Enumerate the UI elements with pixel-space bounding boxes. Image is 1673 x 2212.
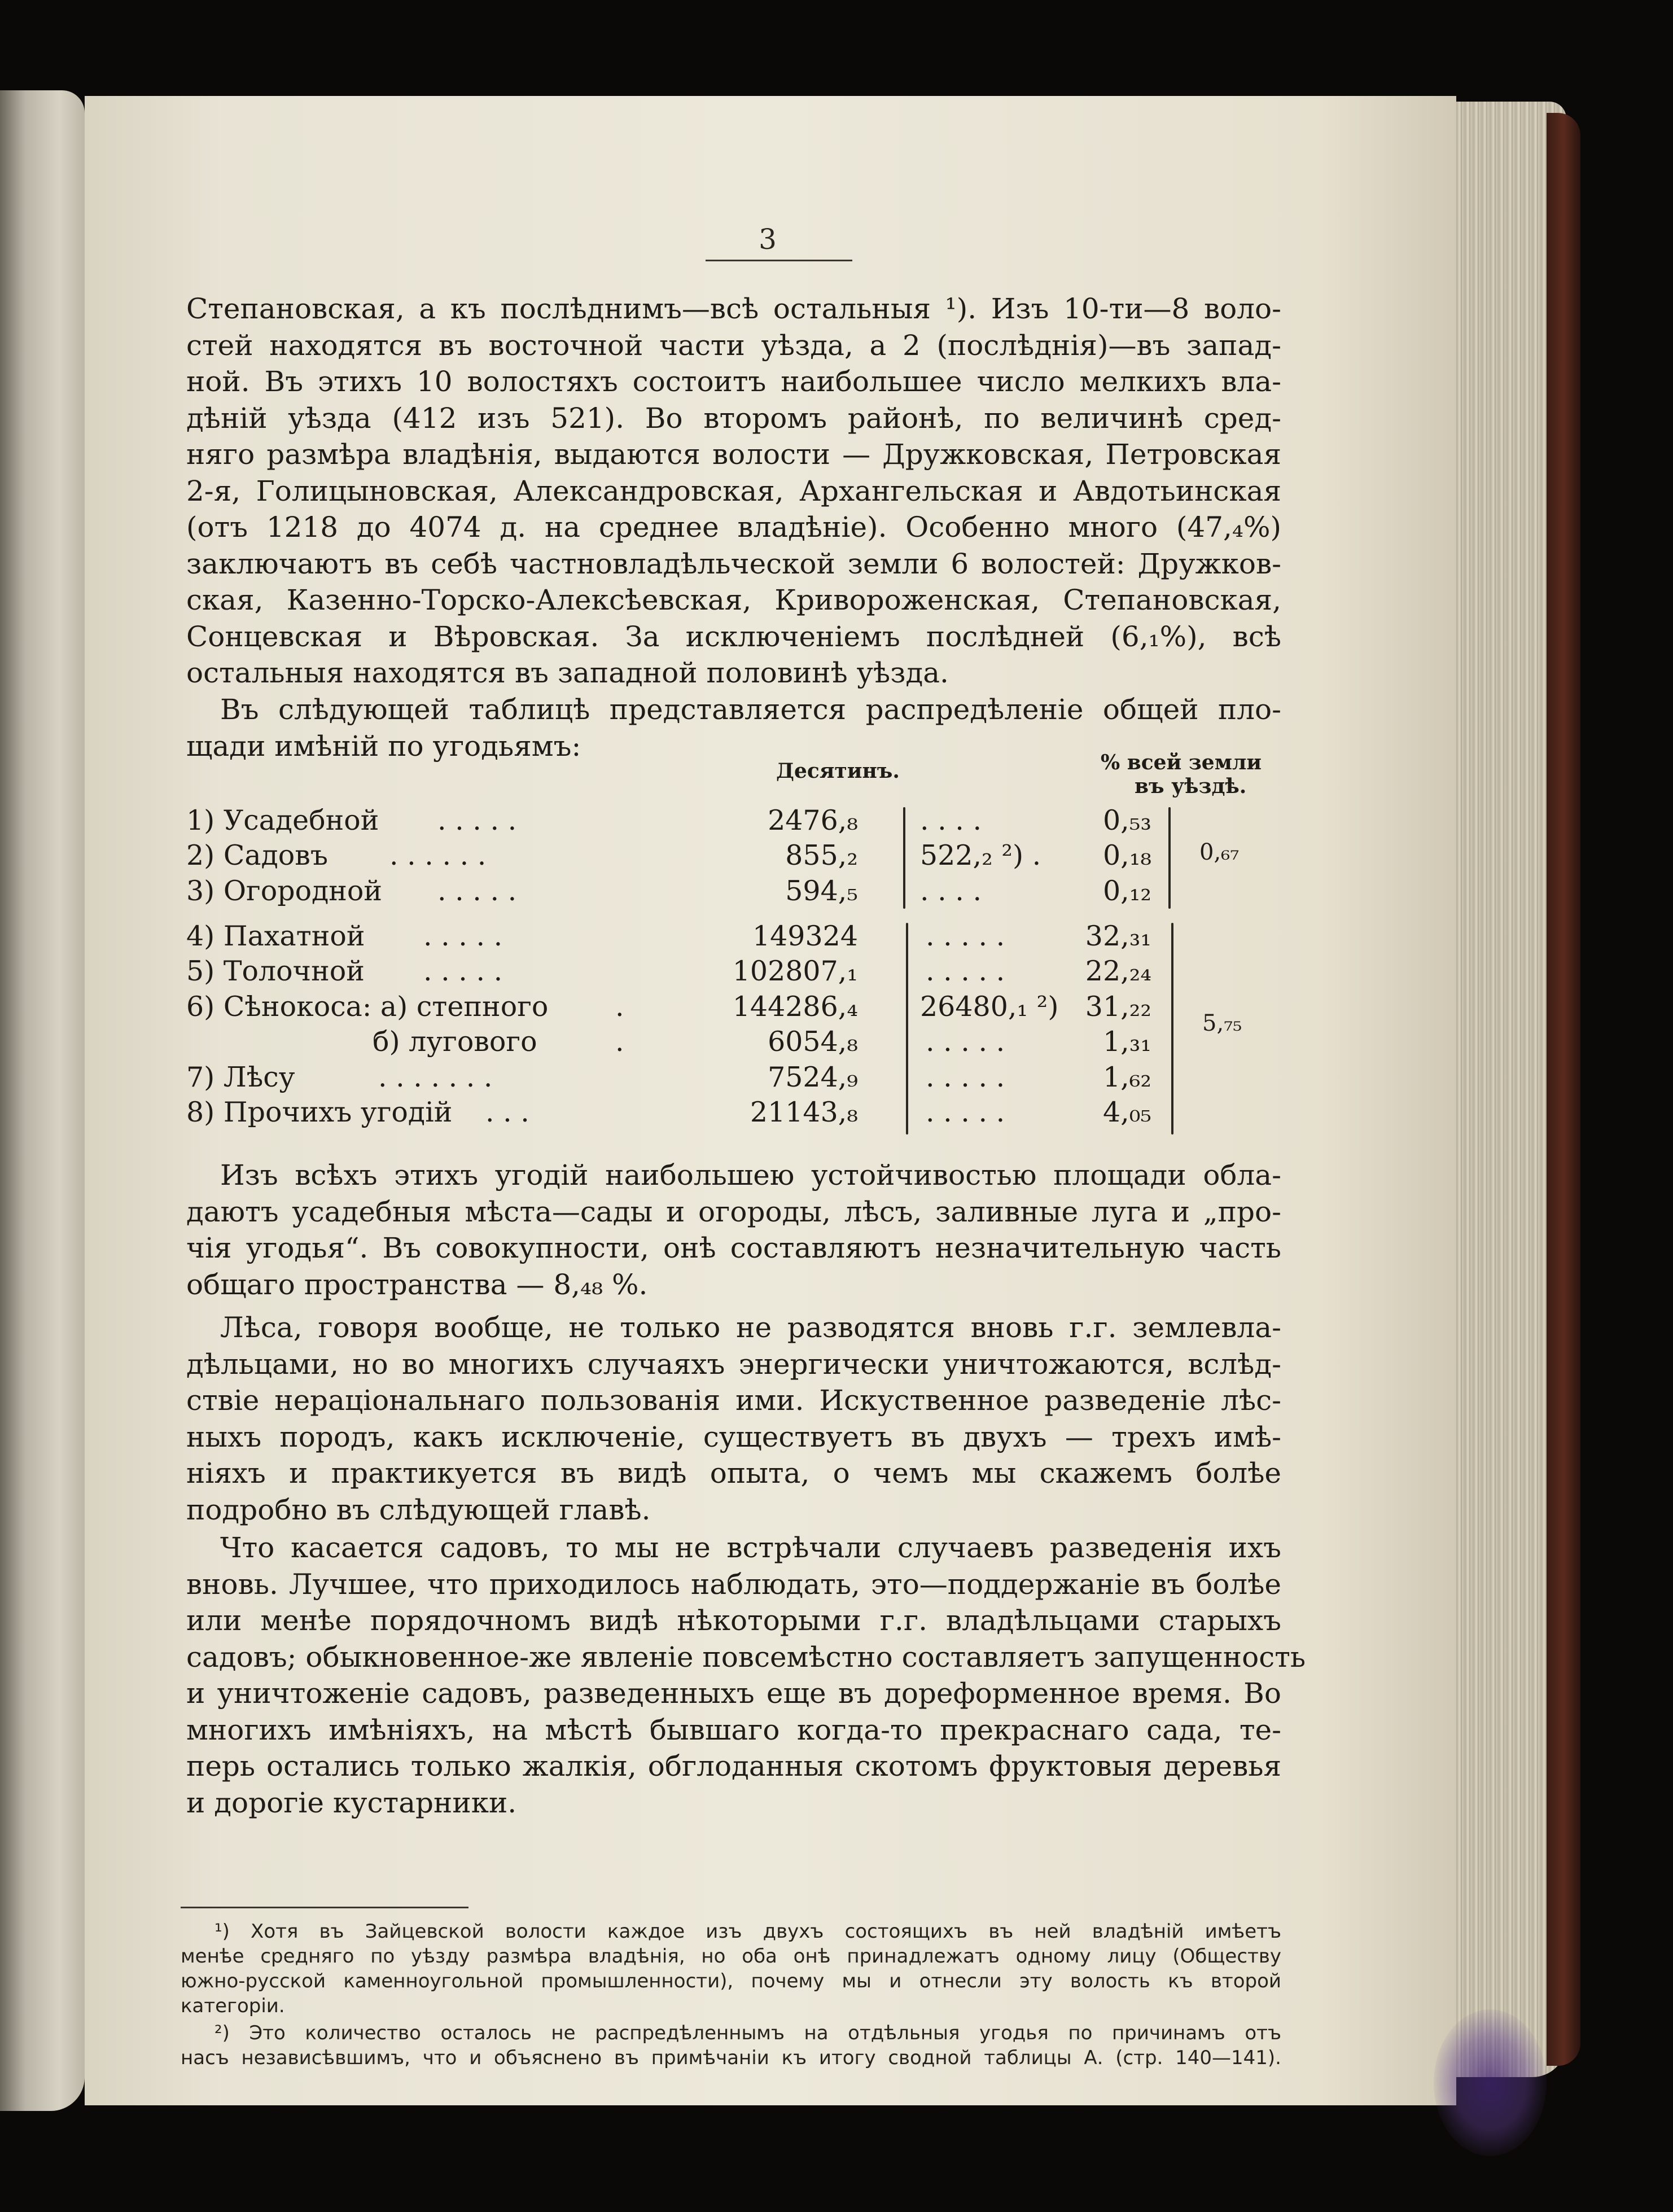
row-dots: . . . . . . .: [378, 1061, 493, 1093]
text-line: остальныя находятся въ западной половинѣ уѣзда.: [186, 656, 949, 689]
col-header-percent: % всей земли: [1101, 751, 1262, 774]
text-line: общаго пространства — 8,₄₈ %.: [186, 1268, 648, 1301]
row-percent: 0,₅₃: [1102, 804, 1151, 836]
row-dots: .: [615, 991, 624, 1023]
text-line: няго размѣра владѣнія, выдаются волости — Дружковская, Петровская: [186, 438, 1281, 471]
text-line: Сонцевская и Вѣровская. За исключеніемъ послѣдней (6,₁%), всѣ: [186, 620, 1281, 653]
text-line: и уничтоженіе садовъ, разведенныхъ еще въ дореформенное время. Во: [186, 1677, 1281, 1710]
text-line: подробно въ слѣдующей главѣ.: [186, 1493, 651, 1526]
paragraph-1: [186, 291, 1281, 691]
row-desyatin: 2476,₈: [768, 804, 858, 836]
page-number-rule: [706, 260, 852, 261]
row-mid: . . . . .: [926, 1061, 1005, 1093]
text-line: стей находятся въ восточной части уѣзда, а 2 (послѣднія)—въ запад-: [186, 328, 1281, 362]
text-line: ствіе нераціональнаго пользованія ими. Искуственное разведеніе лѣс-: [186, 1384, 1281, 1417]
group-brace: [1171, 923, 1173, 1135]
footnote-line: насъ независѣвшимъ, что и объяснено въ примѣчаніи къ итогу сводной таблицы А. (стр. 140—141).: [181, 2047, 1281, 2069]
row-percent: 31,₂₂: [1085, 991, 1151, 1023]
row-label: б) лугового: [373, 1026, 537, 1058]
text-line: перь остались только жалкія, обглоданныя скотомъ фруктовыя деревья: [186, 1750, 1281, 1782]
text-line: или менѣе порядочномъ видѣ нѣкоторыми г.г. владѣльцами старыхъ: [186, 1604, 1281, 1637]
row-percent: 22,₂₄: [1085, 955, 1151, 987]
row-desyatin: 144286,₄: [732, 991, 858, 1023]
text-line: и дорогіе кустарники.: [186, 1786, 517, 1819]
footnote-rule: [181, 1907, 468, 1908]
footnote-line: менѣе средняго по уѣзду размѣра владѣнія, но оба онѣ принадлежатъ одному лицу (Обществу: [181, 1945, 1281, 1968]
footnote-line: ¹) Хотя въ Зайцевской волости каждое изъ двухъ состоящихъ въ ней владѣній имѣетъ: [214, 1920, 1281, 1943]
text-line: ныхъ породъ, какъ исключеніе, существуетъ въ двухъ — трехъ имѣ-: [186, 1420, 1281, 1453]
row-dots: . . . . .: [437, 875, 517, 907]
ink-stain: [1434, 2009, 1547, 2156]
row-label: 6) Сѣнокоса: а) степного: [186, 991, 549, 1023]
text-line: 2-я, Голицыновская, Александровская, Архангельская и Авдотьинская: [186, 474, 1281, 507]
row-mid: . . . . .: [926, 1096, 1005, 1128]
text-line: ніяхъ и практикуется въ видѣ опыта, о чемъ мы скажемъ болѣе: [186, 1457, 1281, 1490]
text-line: садовъ; обыкновенное-же явленіе повсемѣстно составляетъ запущенность: [186, 1640, 1306, 1674]
group-brace: [903, 807, 905, 909]
row-percent: 0,₁₂: [1102, 875, 1151, 907]
paragraph-4: [186, 1309, 1281, 1528]
page-number: 3: [759, 223, 777, 256]
text-line: Изъ всѣхъ этихъ угодій наибольшею устойчивостью площади обла-: [220, 1159, 1281, 1192]
row-mid: 522,₂ ²) .: [920, 839, 1041, 871]
row-label: 7) Лѣсу: [186, 1061, 295, 1093]
row-desyatin: 6054,₈: [768, 1026, 858, 1058]
text-line: даютъ усадебныя мѣста—сады и огороды, лѣсъ, заливные луга и „про-: [186, 1195, 1281, 1228]
row-percent: 1,₃₁: [1102, 1026, 1151, 1058]
row-dots: .: [615, 1026, 624, 1058]
text-line: заключаютъ въ себѣ частновладѣльческой земли 6 волостей: Дружков-: [186, 547, 1281, 580]
row-dots: . . .: [485, 1096, 529, 1128]
text-line: Что касается садовъ, то мы не встрѣчали случаевъ разведенія ихъ: [220, 1531, 1281, 1564]
row-label: 3) Огородной: [186, 875, 383, 907]
text-line: щади имѣній по угодьямъ:: [186, 729, 581, 763]
group-brace: [906, 923, 908, 1135]
footnote-1: [181, 1919, 1281, 2018]
row-desyatin: 594,₅: [785, 875, 858, 907]
paragraph-5: [186, 1530, 1306, 1821]
row-mid: . . . .: [920, 804, 982, 836]
book-cover-edge: [1547, 113, 1580, 2066]
group2-total: 5,₇₅: [1202, 1010, 1242, 1036]
text-line: чія угодья“. Въ совокупности, онѣ составляютъ незначительную часть: [186, 1232, 1281, 1264]
left-page-edge: [0, 90, 85, 2111]
row-mid: . . . . .: [926, 955, 1005, 987]
row-desyatin: 149324: [752, 920, 858, 952]
text-line: Лѣса, говоря вообще, не только не разводятся вновь г.г. землевла-: [220, 1311, 1281, 1344]
text-line: Степановская, а къ послѣднимъ—всѣ остальныя ¹). Изъ 10-ти—8 воло-: [186, 292, 1281, 325]
text-line: Въ слѣдующей таблицѣ представляется распредѣленіе общей пло-: [220, 693, 1281, 726]
row-label: 1) Усадебной: [186, 804, 379, 836]
row-desyatin: 102807,₁: [732, 955, 858, 987]
row-dots: . . . . . .: [389, 839, 487, 871]
row-percent: 1,₆₂: [1102, 1061, 1151, 1093]
row-label: 8) Прочихъ угодій: [186, 1096, 453, 1128]
text-line: ной. Въ этихъ 10 волостяхъ состоитъ наибольшее число мелкихъ вла-: [186, 365, 1281, 398]
row-percent: 4,₀₅: [1102, 1096, 1151, 1128]
text-line: дѣльцами, но во многихъ случаяхъ энергически уничтожаются, вслѣд-: [186, 1347, 1281, 1381]
footnote-2: [181, 2021, 1281, 2070]
row-label: 5) Толочной: [186, 955, 365, 987]
row-label: 4) Пахатной: [186, 920, 365, 952]
row-desyatin: 7524,₉: [768, 1061, 858, 1093]
col-header-desyatin: Десятинъ.: [776, 759, 900, 783]
group-brace: [1168, 807, 1171, 909]
row-dots: . . . . .: [423, 955, 503, 987]
text-line: (отъ 1218 до 4074 д. на среднее владѣніе). Особенно много (47,₄%): [186, 511, 1281, 544]
group1-total: 0,₆₇: [1199, 839, 1240, 865]
row-mid: 26480,₁ ²): [920, 991, 1059, 1023]
text-line: многихъ имѣніяхъ, на мѣстѣ бывшаго когда-то прекраснаго сада, те-: [186, 1713, 1281, 1746]
row-mid: . . . .: [920, 875, 982, 907]
row-dots: . . . . .: [437, 804, 517, 836]
footnote-line: южно-русской каменноугольной промышленности), почему мы и отнесли эту волость къ второй: [181, 1970, 1281, 1992]
row-percent: 0,₁₈: [1102, 839, 1151, 871]
col-header-percent-2: въ уѣздѣ.: [1135, 774, 1247, 798]
row-label: 2) Садовъ: [186, 839, 329, 871]
paragraph-3: [186, 1157, 1281, 1303]
row-mid: . . . . .: [926, 920, 1005, 952]
footnote-line: ²) Это количество осталось не распредѣленнымъ на отдѣльныя угодья по причинамъ отъ: [214, 2022, 1281, 2044]
row-percent: 32,₃₁: [1085, 920, 1151, 952]
footnote-line: категоріи.: [181, 1995, 285, 2017]
row-desyatin: 855,₂: [785, 839, 858, 871]
row-dots: . . . . .: [423, 920, 503, 952]
row-desyatin: 21143,₈: [750, 1096, 858, 1128]
book-page: [85, 96, 1456, 2105]
text-line: ская, Казенно-Торско-Алексѣевская, Кривороженская, Степановская,: [186, 584, 1281, 616]
text-line: вновь. Лучшее, что приходилось наблюдать, это—поддержаніе въ болѣе: [186, 1567, 1281, 1601]
text-line: дѣній уѣзда (412 изъ 521). Во второмъ районѣ, по величинѣ сред-: [186, 401, 1281, 435]
row-mid: . . . . .: [926, 1026, 1005, 1058]
